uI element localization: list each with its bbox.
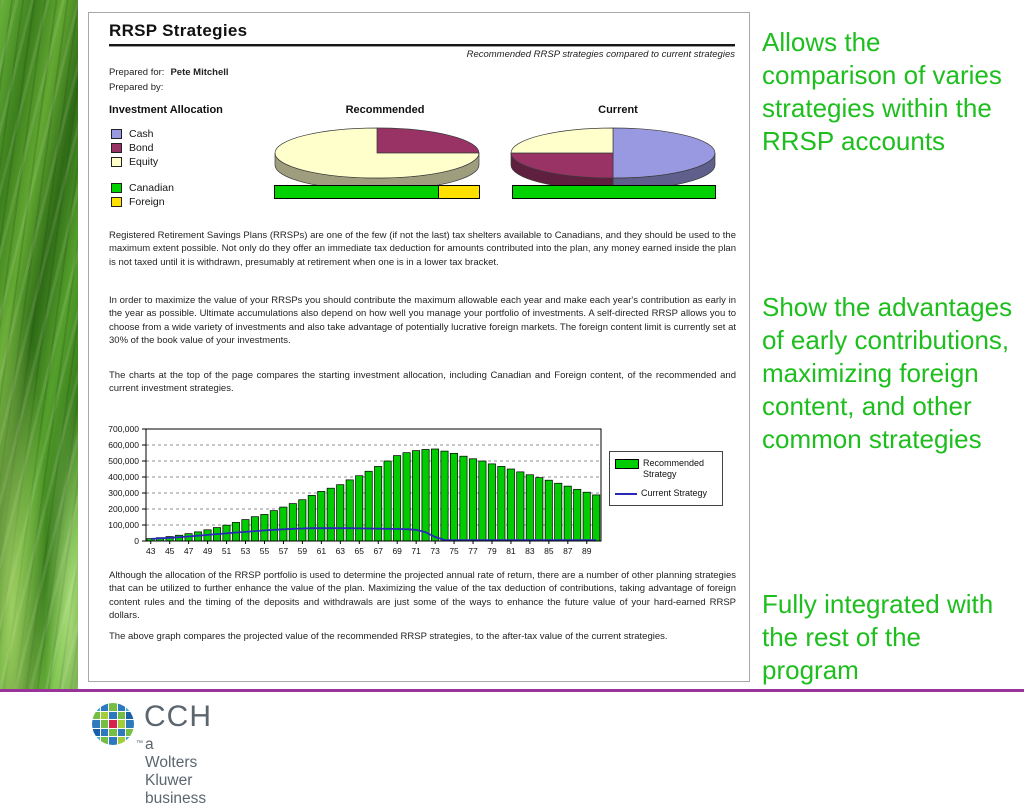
- svg-text:700,000: 700,000: [108, 424, 139, 434]
- header-current: Current: [598, 104, 638, 116]
- legend-item-bond: [111, 141, 158, 155]
- wolters-kluwer-globe-icon: [92, 703, 134, 745]
- page-title: RRSP Strategies: [109, 21, 248, 40]
- legend-item-recommended-strategy: [615, 458, 717, 481]
- svg-text:89: 89: [582, 546, 592, 556]
- brand-tagline: a Wolters Kluwer business: [145, 736, 207, 807]
- svg-text:43: 43: [146, 546, 156, 556]
- prepared-for-row: [109, 67, 229, 78]
- paragraph-graph-note: The above graph compares the projected value of the recommended RRSP strategies, to the after-tax value of the current strategies.: [109, 631, 668, 642]
- prepared-for-label: Prepared for:: [109, 67, 165, 78]
- legend-label-foreign: Foreign: [129, 196, 165, 208]
- legend-label-equity: Equity: [129, 156, 159, 168]
- trademark-symbol: ™: [136, 740, 143, 747]
- brand-name: CCH: [144, 700, 212, 733]
- legend-label-canadian: Canadian: [129, 182, 174, 194]
- paragraph-maximize: In order to maximize the value of your RRSPs you should contribute the maximum allowable each year and make each year's contribution as early in the year as possible. Ultimate accumulations also depend on how well you manage your portfolio of investments. A self-directed RRSP allows you to choose from a wide variety of investments and also take advantage of potentially lucrative foreign markets. The foreign content limit is currently set at 30% of the book value of your investments.: [109, 295, 736, 346]
- foreign-swatch: [111, 197, 122, 207]
- svg-text:69: 69: [392, 546, 402, 556]
- canadian-swatch: [111, 183, 122, 193]
- svg-text:75: 75: [449, 546, 459, 556]
- header-recommended: Recommended: [345, 104, 425, 116]
- legend-label-cash: Cash: [129, 128, 154, 140]
- svg-text:79: 79: [487, 546, 497, 556]
- svg-text:85: 85: [544, 546, 554, 556]
- prepared-for-value: Pete Mitchell: [170, 67, 229, 78]
- legend-item-equity: [111, 155, 158, 169]
- header-investment-allocation: Investment Allocation: [109, 104, 223, 116]
- legend-label-bond: Bond: [129, 142, 154, 154]
- svg-text:55: 55: [259, 546, 270, 556]
- svg-text:87: 87: [563, 546, 573, 556]
- report-subtitle: Recommended RRSP strategies compared to current strategies: [466, 49, 735, 60]
- svg-text:500,000: 500,000: [108, 456, 139, 466]
- svg-text:57: 57: [278, 546, 289, 556]
- svg-text:71: 71: [411, 546, 421, 556]
- legend-item-canadian: [111, 181, 174, 195]
- allocation-bar-current: [512, 185, 716, 199]
- svg-text:51: 51: [221, 546, 232, 556]
- svg-text:53: 53: [240, 546, 251, 556]
- pie-chart-current: [503, 113, 723, 191]
- asset-class-legend: [111, 127, 158, 169]
- legend-label-recommended-strategy: Recommended Strategy: [643, 458, 705, 480]
- note-comparison: Allows the comparison of varies strategies within the RRSP accounts: [762, 27, 1002, 156]
- svg-text:300,000: 300,000: [108, 488, 139, 498]
- prepared-by-label: Prepared by:: [109, 82, 164, 93]
- paragraph-rrsp-intro: Registered Retirement Savings Plans (RRSPs) are one of the few (if not the last) tax shelters available to Canadians, and they should be used to the maximum extent possible. Not only do they offer an immediate tax deduction for amounts contributed into the plan, any money earned inside the plan is not taxed until it is withdrawn, presumably at retirement when one is in a lower tax bracket.: [109, 230, 736, 268]
- report-page: [88, 12, 750, 682]
- svg-text:200,000: 200,000: [108, 504, 139, 514]
- svg-text:65: 65: [354, 546, 365, 556]
- svg-text:49: 49: [202, 546, 213, 556]
- cash-swatch: [111, 129, 122, 139]
- equity-swatch: [111, 157, 122, 167]
- svg-text:100,000: 100,000: [108, 520, 139, 530]
- note-integrated: Fully integrated with the rest of the program: [762, 589, 994, 685]
- note-advantages: Show the advantages of early contributions, maximizing foreign content, and other common strategies: [762, 292, 1013, 454]
- svg-text:83: 83: [525, 546, 535, 556]
- pie-chart-recommended: [267, 113, 487, 191]
- svg-text:81: 81: [506, 546, 516, 556]
- svg-text:61: 61: [316, 546, 327, 556]
- svg-text:0: 0: [134, 536, 139, 546]
- svg-text:59: 59: [297, 546, 308, 556]
- chart-legend: [609, 451, 723, 506]
- svg-text:73: 73: [430, 546, 440, 556]
- svg-text:77: 77: [468, 546, 478, 556]
- paragraph-other-strategies: Although the allocation of the RRSP portfolio is used to determine the projected annual rate of return, there are a number of other planning strategies that can be utilized to further enhance the value of the plan. Maximizing the value of the tax deduction of contributions, taking advantage of foreign content rules and the timing of the deposits and withdrawals are just some of the ways to enhance the future value of your hard-earned RRSP dollars.: [109, 570, 736, 621]
- allocation-bar-recommended: [274, 185, 480, 199]
- svg-text:600,000: 600,000: [108, 440, 139, 450]
- divider-line: [0, 689, 1024, 692]
- paragraph-charts-note: The charts at the top of the page compares the starting investment allocation, including Canadian and Foreign content, of the recommended and current investment strategies.: [109, 370, 736, 395]
- legend-item-current-strategy: [615, 488, 717, 499]
- title-rule: [109, 44, 735, 46]
- svg-text:45: 45: [164, 546, 175, 556]
- legend-item-foreign: [111, 195, 174, 209]
- bond-swatch: [111, 143, 122, 153]
- legend-swatch-recommended: [615, 459, 639, 469]
- svg-text:67: 67: [373, 546, 383, 556]
- svg-text:63: 63: [335, 546, 346, 556]
- prepared-by-row: [109, 82, 163, 93]
- svg-text:400,000: 400,000: [108, 472, 139, 482]
- legend-line-current: [615, 493, 637, 495]
- region-legend: [111, 181, 174, 209]
- legend-item-cash: [111, 127, 158, 141]
- svg-text:47: 47: [183, 546, 194, 556]
- legend-label-current-strategy: Current Strategy: [641, 487, 708, 498]
- grass-photo: [0, 0, 78, 689]
